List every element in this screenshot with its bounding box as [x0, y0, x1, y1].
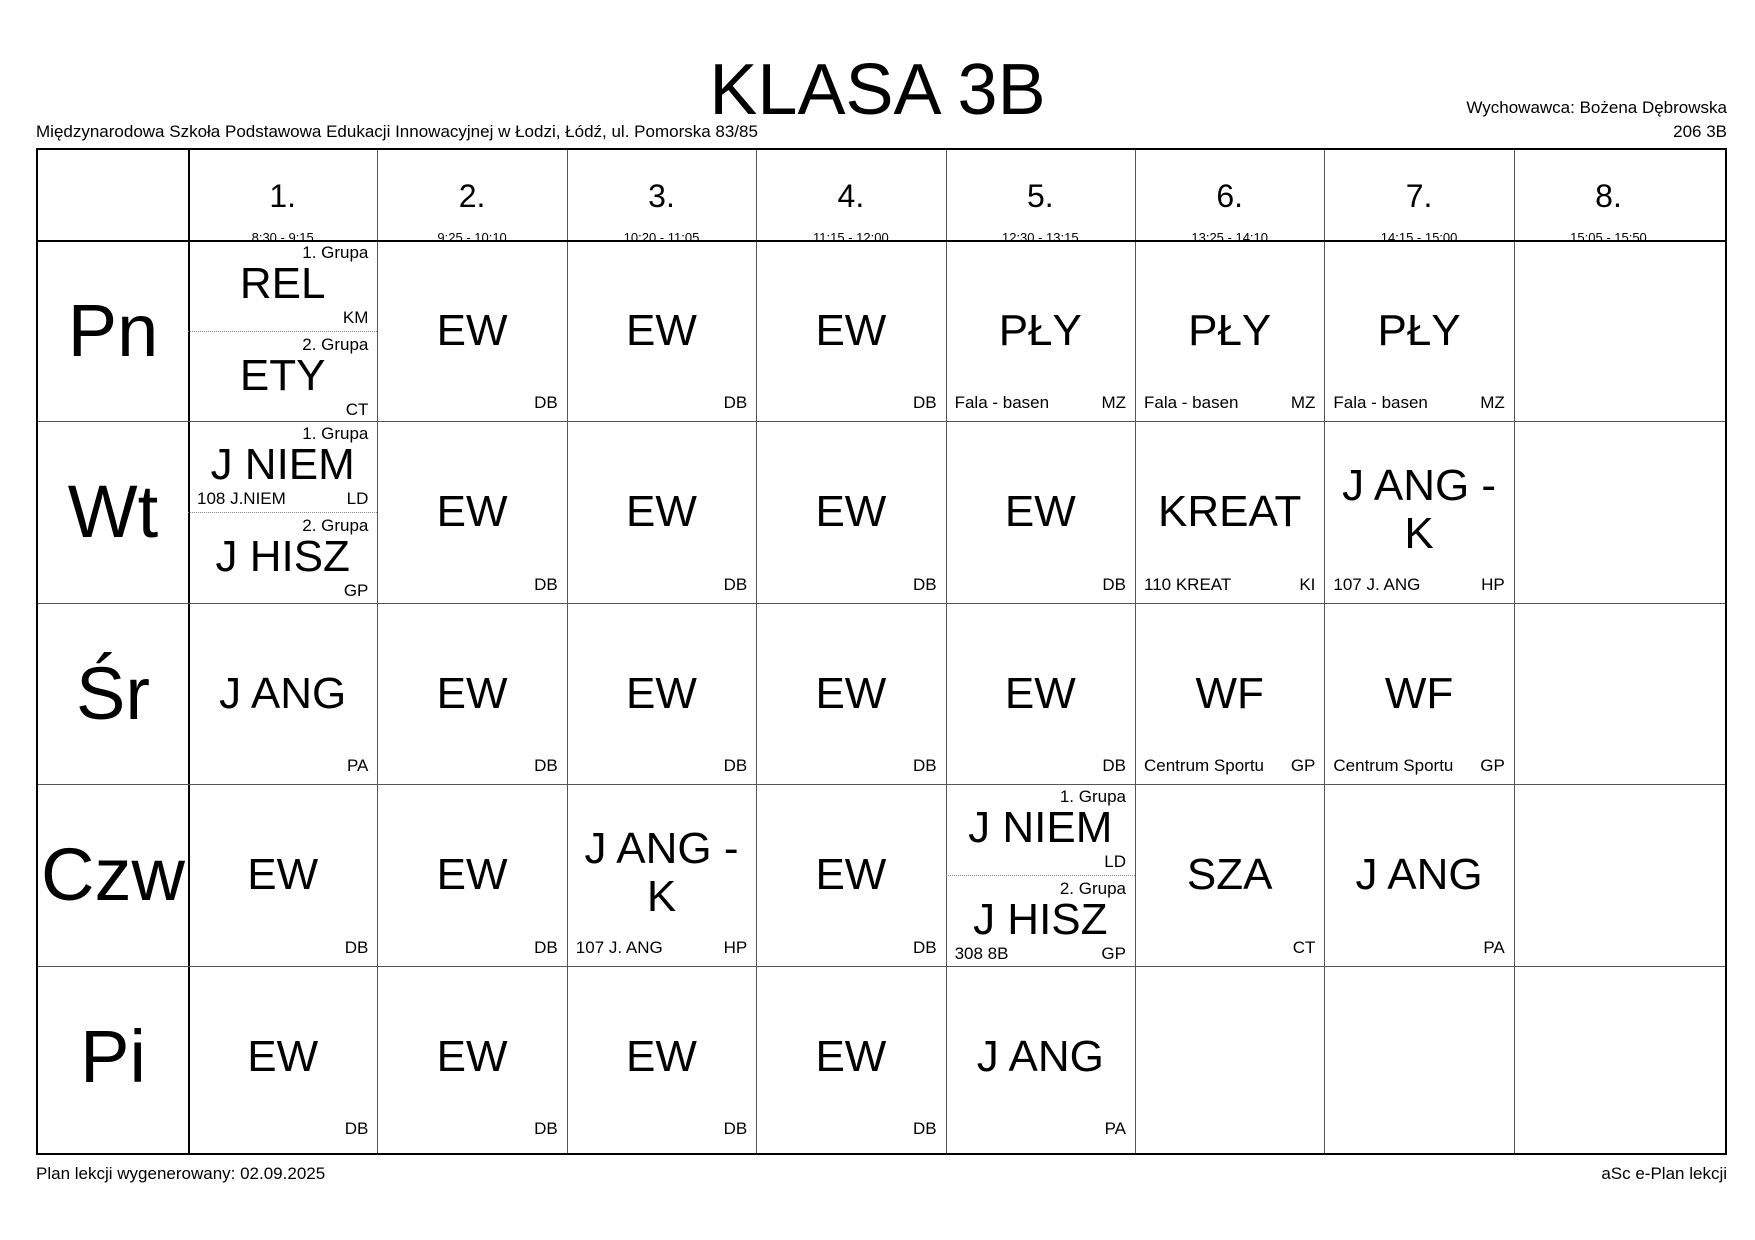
day-name: Pi	[80, 1014, 146, 1098]
subject-name: EW	[626, 306, 697, 355]
period-number: 3.	[648, 178, 675, 214]
subject-name: WF	[1384, 668, 1454, 718]
teacher-code: PA	[1483, 937, 1505, 957]
room-name: 107 J. ANG	[575, 937, 663, 957]
subject-name: WF	[1195, 668, 1264, 718]
teacher-code: HP	[723, 937, 748, 957]
subject-name: REL	[239, 259, 326, 308]
subject-name: EW	[436, 306, 508, 355]
lesson-cell[interactable]	[946, 421, 1135, 602]
group-lesson[interactable]	[188, 421, 377, 511]
lesson-cell[interactable]	[1135, 421, 1324, 602]
period-number: 4.	[837, 178, 865, 214]
teacher-code: DB	[723, 1118, 748, 1138]
timetable-grid	[36, 148, 1727, 1155]
day-label-cell	[38, 966, 188, 1147]
class-room: 206 3B	[1673, 122, 1727, 141]
lesson-cell[interactable]	[1324, 603, 1513, 784]
teacher-code: KM	[342, 308, 369, 327]
subject-name: J NIEM	[968, 803, 1113, 853]
teacher-code: CT	[345, 400, 369, 419]
teacher-code: DB	[912, 574, 937, 594]
lesson-cell[interactable]	[1324, 240, 1513, 421]
subject-name: J ANG	[976, 1031, 1104, 1081]
teacher-code: GP	[1290, 756, 1316, 776]
day-label-cell	[38, 240, 188, 421]
lesson-cell[interactable]	[567, 603, 756, 784]
teacher-code: DB	[1102, 756, 1126, 776]
subject-name: ETY	[239, 351, 326, 400]
period-header	[756, 150, 945, 245]
lesson-cell[interactable]	[188, 603, 377, 784]
room-name: Centrum Sportu	[1144, 756, 1264, 776]
subject-name: EW	[626, 487, 697, 537]
teacher-code: DB	[723, 393, 748, 413]
teacher-code: MZ	[1290, 393, 1316, 413]
lesson-cell[interactable]	[567, 966, 756, 1147]
day-name: Czw	[41, 833, 185, 917]
subject-name: PŁY	[1188, 306, 1272, 355]
subject-name: EW	[626, 1031, 697, 1081]
teacher-code: DB	[534, 1118, 558, 1138]
subject-name: EW	[436, 850, 508, 900]
teacher-code: KI	[1299, 574, 1316, 594]
room-name: Centrum Sportu	[1333, 756, 1454, 776]
group-label: 1. Grupa	[302, 424, 369, 444]
subject-name: J ANG - K	[584, 824, 739, 922]
subject-name: J HISZ	[215, 532, 350, 582]
subject-name: EW	[1004, 487, 1076, 537]
generated-date: Plan lekcji wygenerowany: 02.09.2025	[36, 1164, 326, 1183]
subject-name: J ANG	[219, 668, 347, 718]
teacher-code: DB	[912, 1118, 937, 1138]
subject-name: J NIEM	[210, 440, 355, 490]
empty-lesson-cell	[1514, 784, 1703, 965]
period-time: 9:25 - 10:10	[437, 230, 507, 245]
timetable-title: KLASA 3B	[709, 50, 1046, 130]
lesson-cell[interactable]	[567, 421, 756, 602]
period-time: 12:30 - 13:15	[1001, 230, 1079, 245]
room-name: Fala - basen	[954, 393, 1050, 413]
teacher-code: DB	[723, 574, 748, 594]
lesson-cell[interactable]	[1324, 421, 1513, 602]
group-label: 2. Grupa	[302, 516, 369, 536]
subject-name: EW	[247, 850, 319, 900]
lesson-cell[interactable]	[756, 603, 945, 784]
subject-name: EW	[436, 668, 508, 718]
period-header	[188, 150, 377, 245]
period-header	[567, 150, 756, 245]
app-name: aSc e-Plan lekcji	[1601, 1164, 1727, 1183]
period-number: 5.	[1026, 178, 1054, 214]
lesson-cell[interactable]	[377, 966, 566, 1147]
subject-name: EW	[436, 487, 508, 537]
lesson-cell[interactable]	[377, 603, 566, 784]
empty-lesson-cell	[1324, 966, 1513, 1147]
lesson-cell[interactable]	[756, 966, 945, 1147]
room-name: 308 8B	[954, 944, 1009, 964]
subject-name: J ANG - K	[1342, 461, 1497, 559]
group-label: 2. Grupa	[1059, 879, 1126, 899]
subject-name: EW	[815, 306, 887, 355]
lesson-cell[interactable]	[946, 966, 1135, 1147]
empty-lesson-cell	[1135, 966, 1324, 1147]
subject-name: EW	[247, 1031, 319, 1081]
group-label: 1. Grupa	[1059, 787, 1126, 807]
lesson-cell[interactable]	[377, 421, 566, 602]
teacher-code: DB	[912, 756, 937, 776]
lesson-cell[interactable]	[567, 240, 756, 421]
lesson-cell[interactable]	[377, 240, 566, 421]
teacher-code: DB	[912, 937, 937, 957]
room-name: 107 J. ANG	[1333, 574, 1421, 594]
period-header	[1135, 150, 1324, 245]
period-time: 15:05 - 15:50	[1570, 230, 1647, 245]
period-number: 6.	[1216, 178, 1244, 214]
teacher-code: DB	[1102, 574, 1126, 594]
teacher-code: LD	[1104, 852, 1126, 872]
subject-name: EW	[815, 1031, 887, 1081]
group-label: 1. Grupa	[302, 243, 369, 262]
day-label-cell	[38, 421, 188, 602]
lesson-cell[interactable]	[1135, 240, 1324, 421]
lesson-cell[interactable]	[1135, 784, 1324, 965]
day-name: Wt	[67, 470, 159, 554]
period-header	[946, 150, 1135, 245]
empty-lesson-cell	[1514, 603, 1703, 784]
lesson-cell[interactable]	[946, 784, 1135, 965]
day-name: Śr	[76, 651, 150, 735]
group-lesson[interactable]	[946, 875, 1135, 966]
subject-name: EW	[815, 850, 887, 900]
subject-name: EW	[626, 668, 697, 718]
day-name: Pn	[67, 289, 159, 372]
day-label-cell	[38, 784, 188, 965]
teacher-code: GP	[343, 581, 369, 601]
subject-name: EW	[815, 487, 887, 537]
room-name: Fala - basen	[1333, 393, 1428, 413]
period-time: 14:15 - 15:00	[1380, 230, 1458, 245]
empty-lesson-cell	[1514, 240, 1703, 421]
period-time: 11:15 - 12:00	[813, 230, 889, 245]
period-number: 2.	[458, 178, 486, 214]
group-lesson[interactable]	[946, 784, 1135, 874]
room-name: Fala - basen	[1144, 393, 1239, 413]
lesson-cell[interactable]	[1324, 784, 1513, 965]
teacher-code: HP	[1481, 574, 1505, 594]
teacher-code: DB	[534, 756, 558, 776]
lesson-cell[interactable]	[567, 784, 756, 965]
group-lesson[interactable]	[188, 331, 377, 422]
subject-name: J ANG	[1355, 850, 1483, 900]
period-time: 8:30 - 9:15	[251, 230, 314, 245]
subject-name: EW	[815, 668, 887, 718]
subject-name: J HISZ	[973, 895, 1108, 945]
group-lesson[interactable]	[188, 240, 377, 330]
room-name: 108 J.NIEM	[197, 489, 286, 509]
lesson-cell[interactable]	[188, 240, 377, 421]
teacher-code: GP	[1480, 756, 1505, 776]
teacher-code: DB	[723, 756, 748, 776]
period-number: 7.	[1405, 178, 1433, 214]
subject-name: KREAT	[1157, 487, 1302, 537]
school-name: Międzynarodowa Szkoła Podstawowa Edukacji Innowacyjnej w Łodzi, Łódź, ul. Pomorska 83/85	[36, 122, 758, 141]
teacher-code: MZ	[1480, 393, 1505, 413]
group-label: 2. Grupa	[302, 335, 369, 354]
period-header	[377, 150, 566, 245]
lesson-cell[interactable]	[946, 603, 1135, 784]
class-tutor: Wychowawca: Bożena Dębrowska	[1466, 98, 1727, 117]
lesson-cell[interactable]	[188, 421, 377, 602]
teacher-code: DB	[344, 1118, 369, 1138]
teacher-code: DB	[534, 937, 558, 957]
teacher-code: DB	[534, 574, 558, 594]
subject-name: SZA	[1186, 850, 1273, 900]
teacher-code: PA	[346, 756, 369, 776]
teacher-code: DB	[344, 937, 369, 957]
period-time: 13:25 - 14:10	[1191, 230, 1268, 245]
teacher-code: GP	[1101, 944, 1126, 964]
lesson-cell[interactable]	[377, 784, 566, 965]
lesson-cell[interactable]	[188, 784, 377, 965]
room-name: 110 KREAT	[1144, 574, 1232, 594]
lesson-cell[interactable]	[756, 421, 945, 602]
lesson-cell[interactable]	[756, 784, 945, 965]
empty-lesson-cell	[1514, 421, 1703, 602]
group-lesson[interactable]	[188, 512, 377, 603]
lesson-cell[interactable]	[188, 966, 377, 1147]
teacher-code: PA	[1104, 1118, 1126, 1138]
teacher-code: MZ	[1101, 393, 1126, 413]
period-number: 8.	[1595, 178, 1622, 214]
period-time: 10:20 - 11:05	[623, 230, 700, 245]
subject-name: PŁY	[998, 306, 1082, 355]
subject-name: PŁY	[1377, 306, 1461, 355]
teacher-code: LD	[346, 489, 369, 509]
subject-name: EW	[436, 1031, 508, 1081]
period-header	[1324, 150, 1513, 245]
teacher-code: CT	[1292, 937, 1316, 957]
teacher-code: DB	[912, 393, 937, 413]
lesson-cell[interactable]	[1135, 603, 1324, 784]
empty-lesson-cell	[1514, 966, 1703, 1147]
lesson-cell[interactable]	[946, 240, 1135, 421]
lesson-cell[interactable]	[756, 240, 945, 421]
period-number: 1.	[269, 178, 297, 214]
period-header	[1514, 150, 1703, 245]
subject-name: EW	[1004, 668, 1076, 718]
day-label-cell	[38, 603, 188, 784]
teacher-code: DB	[534, 393, 558, 413]
